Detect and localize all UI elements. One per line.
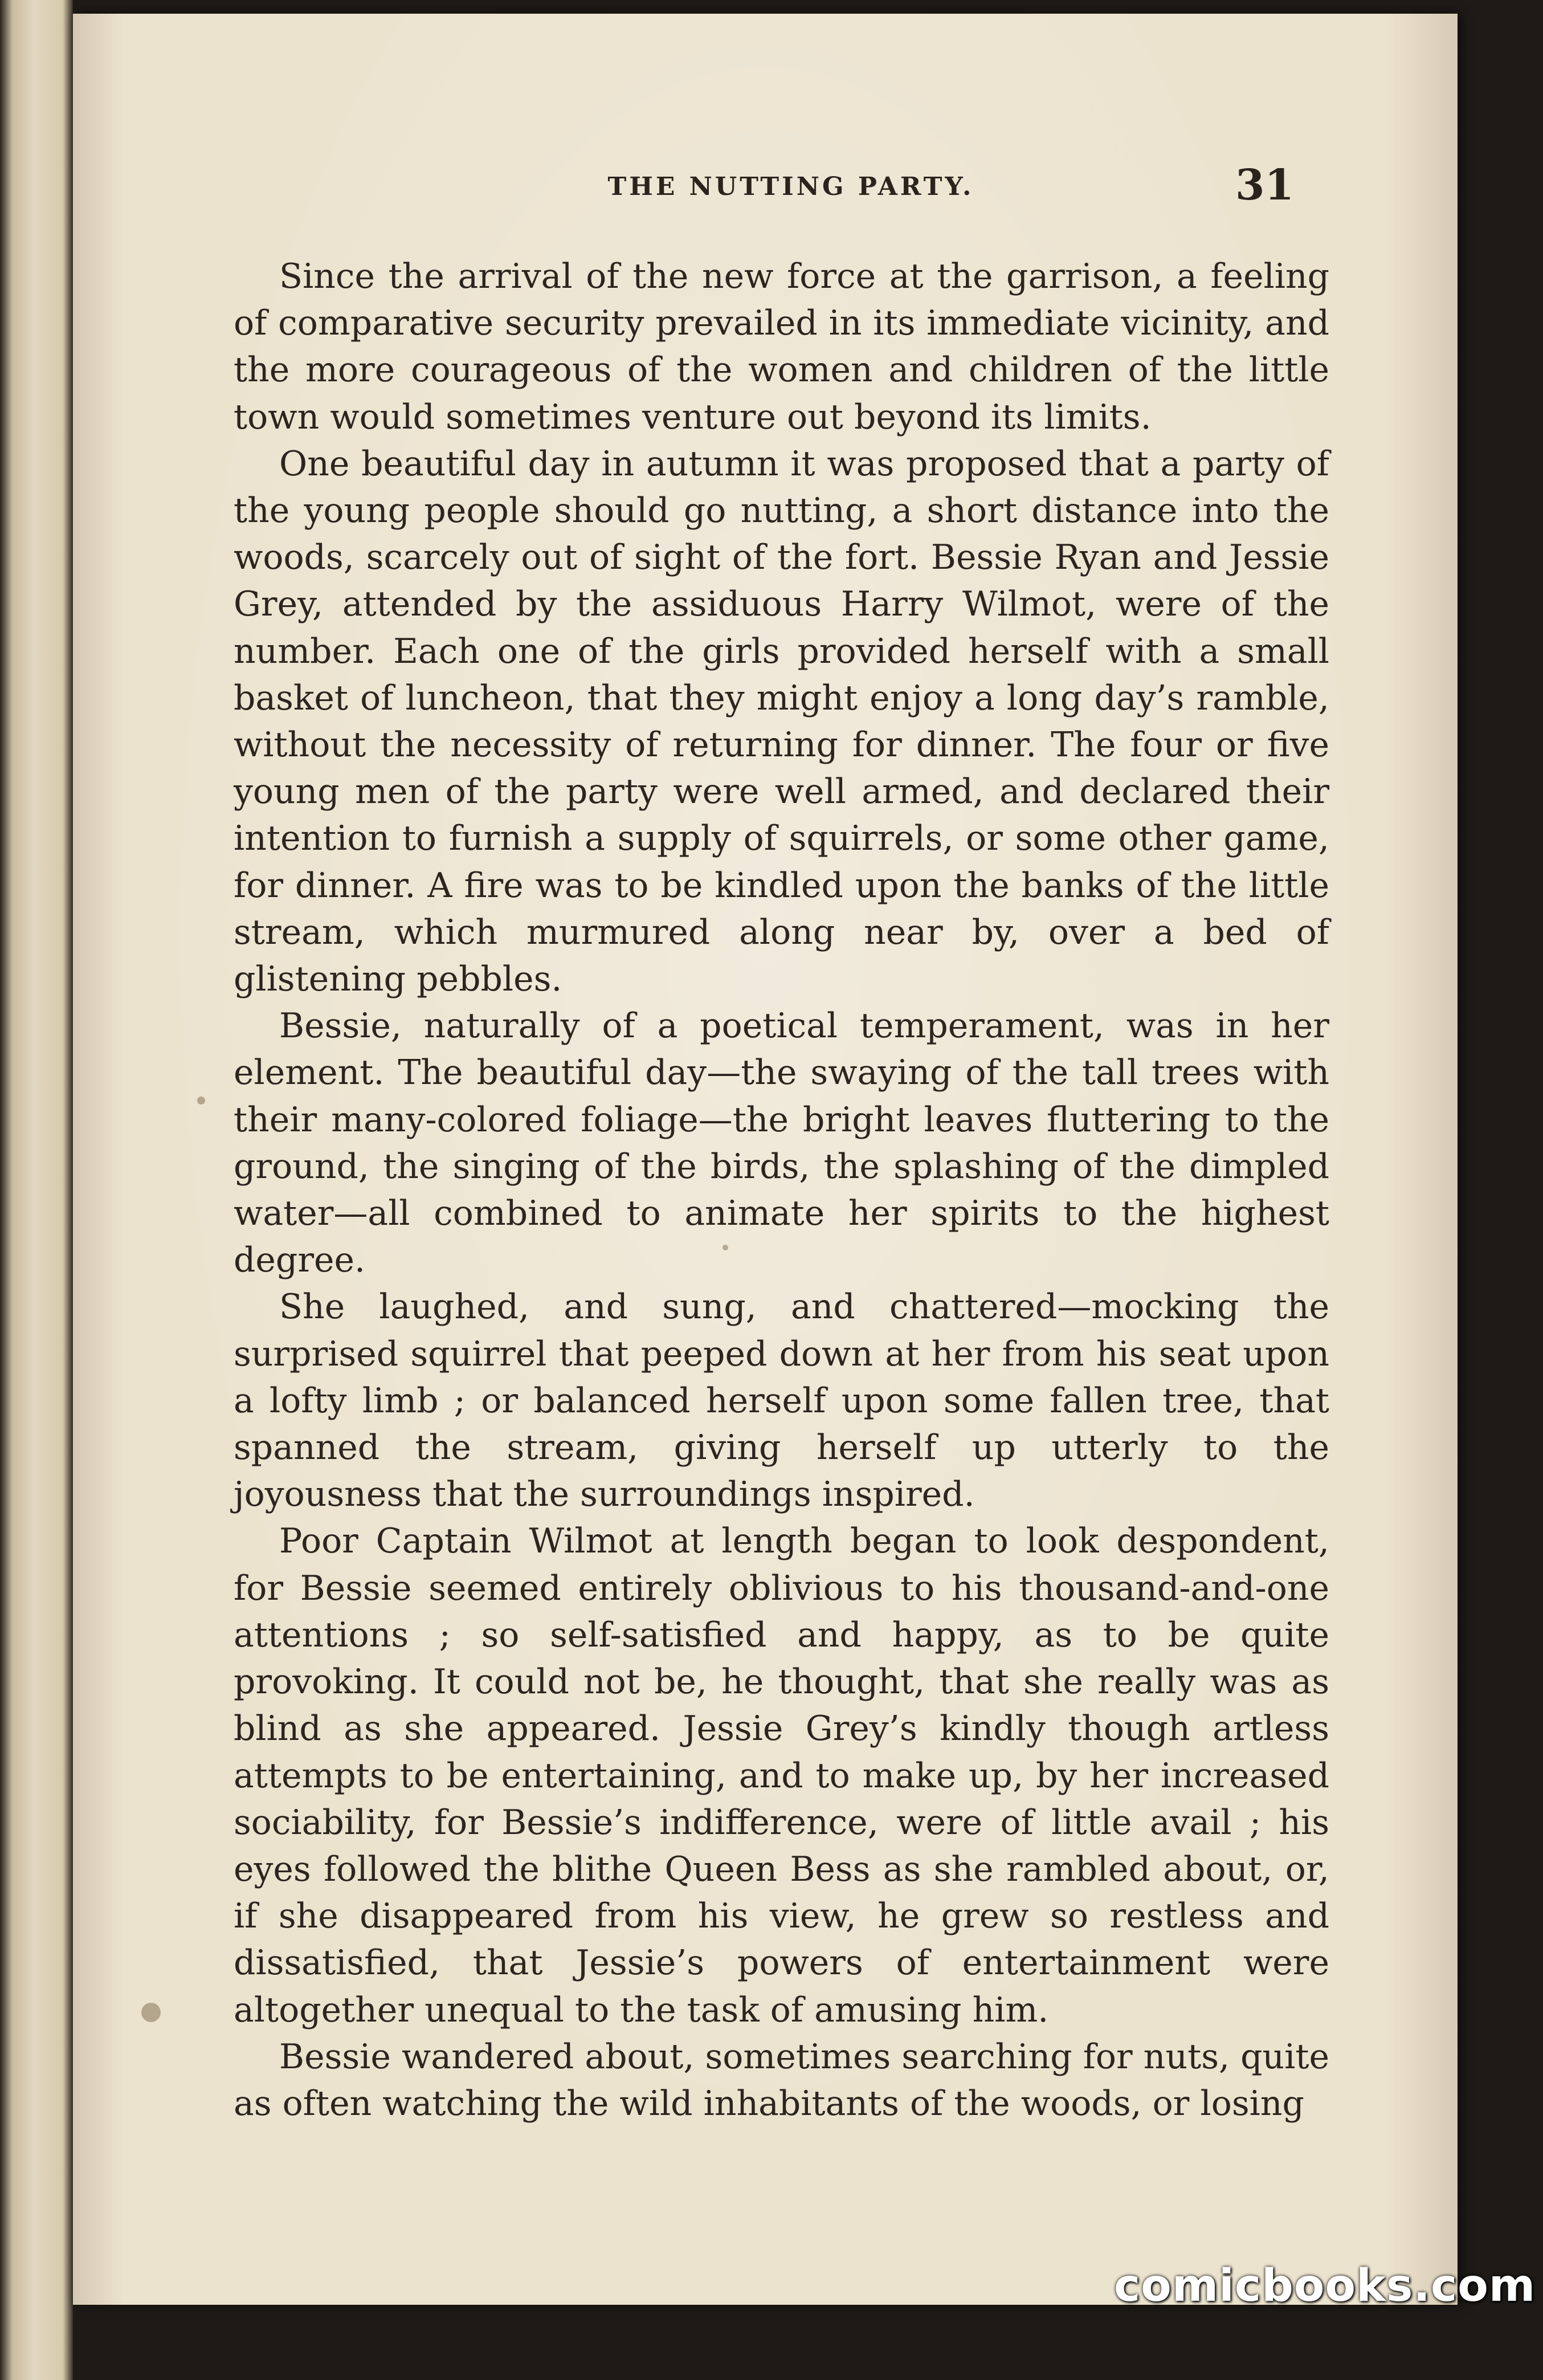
paragraph-she-laughed: She laughed, and sung, and chattered—mocking the surprised squirrel that peeped down at her from his seat upon a lofty limb ; or balanced herself upon some fallen tree, that spanned the stream, giving herself up utterly to the joyousness that the surroundings inspired. bbox=[234, 1287, 1329, 1515]
running-head bbox=[73, 161, 1458, 210]
book-page bbox=[73, 14, 1458, 2305]
running-title: THE NUTTING PARTY. bbox=[607, 172, 974, 201]
ink-blot bbox=[141, 2003, 161, 2022]
paragraph-captain-wilmot: Poor Captain Wilmot at length began to look despondent, for Bessie seemed entirely oblivious to his thousand-and-one attentions ; so self-satisfied and happy, as to be quite provoking. It could not be, he thought, that she really was as blind as she appeared. Jessie Grey’s kindly though artless attempts to be entertaining, and to make up, by her increased sociability, for Bessie’s indifference, were of little avail ; his eyes followed the blithe Queen Bess as she rambled about, or, if she disappeared from his view, he grew so restless and dissatisfied, that Jessie’s powers of entertainment were altogether unequal to the task of amusing him. bbox=[234, 1521, 1329, 2030]
paragraph-arrival: Since the arrival of the new force at the garrison, a feeling of comparative security prevailed in its immediate vicinity, and the more courageous of the women and children of the little town would sometimes venture out beyond its limits. bbox=[234, 256, 1329, 437]
paper-spot bbox=[197, 1097, 205, 1105]
paper-spot bbox=[722, 1245, 728, 1250]
body-text bbox=[234, 253, 1329, 2127]
page-number: 31 bbox=[1235, 161, 1294, 210]
paragraph-nutting-party: One beautiful day in autumn it was proposed that a party of the young people should go nutting, a short distance into the woods, scarcely out of sight of the fort. Bessie Ryan and Jessie Grey, attended by the assiduous Harry Wilmot, were of the number. Each one of the girls provided herself with a small basket of luncheon, that they might enjoy a long day’s ramble, without the necessity of returning for dinner. The four or five young men of the party were well armed, and declared their intention to furnish a supply of squirrels, or some other game, for dinner. A fire was to be kindled upon the banks of the little stream, which murmured along near by, over a bed of glistening pebbles. bbox=[234, 443, 1329, 1000]
paragraph-bessie-element: Bessie, naturally of a poetical temperament, was in her element. The beautiful day—the swaying of the tall trees with their many-colored foliage—the bright leaves fluttering to the ground, the singing of the birds, the splashing of the dimpled water—all combined to animate her spirits to the highest degree. bbox=[234, 1006, 1329, 1281]
facing-page-edge bbox=[0, 0, 73, 2380]
paragraph-bessie-wandered: Bessie wandered about, sometimes searching for nuts, quite as often watching the wild inhabitants of the woods, or losing bbox=[234, 2036, 1329, 2124]
watermark: comicbooks.com bbox=[1114, 2260, 1536, 2312]
